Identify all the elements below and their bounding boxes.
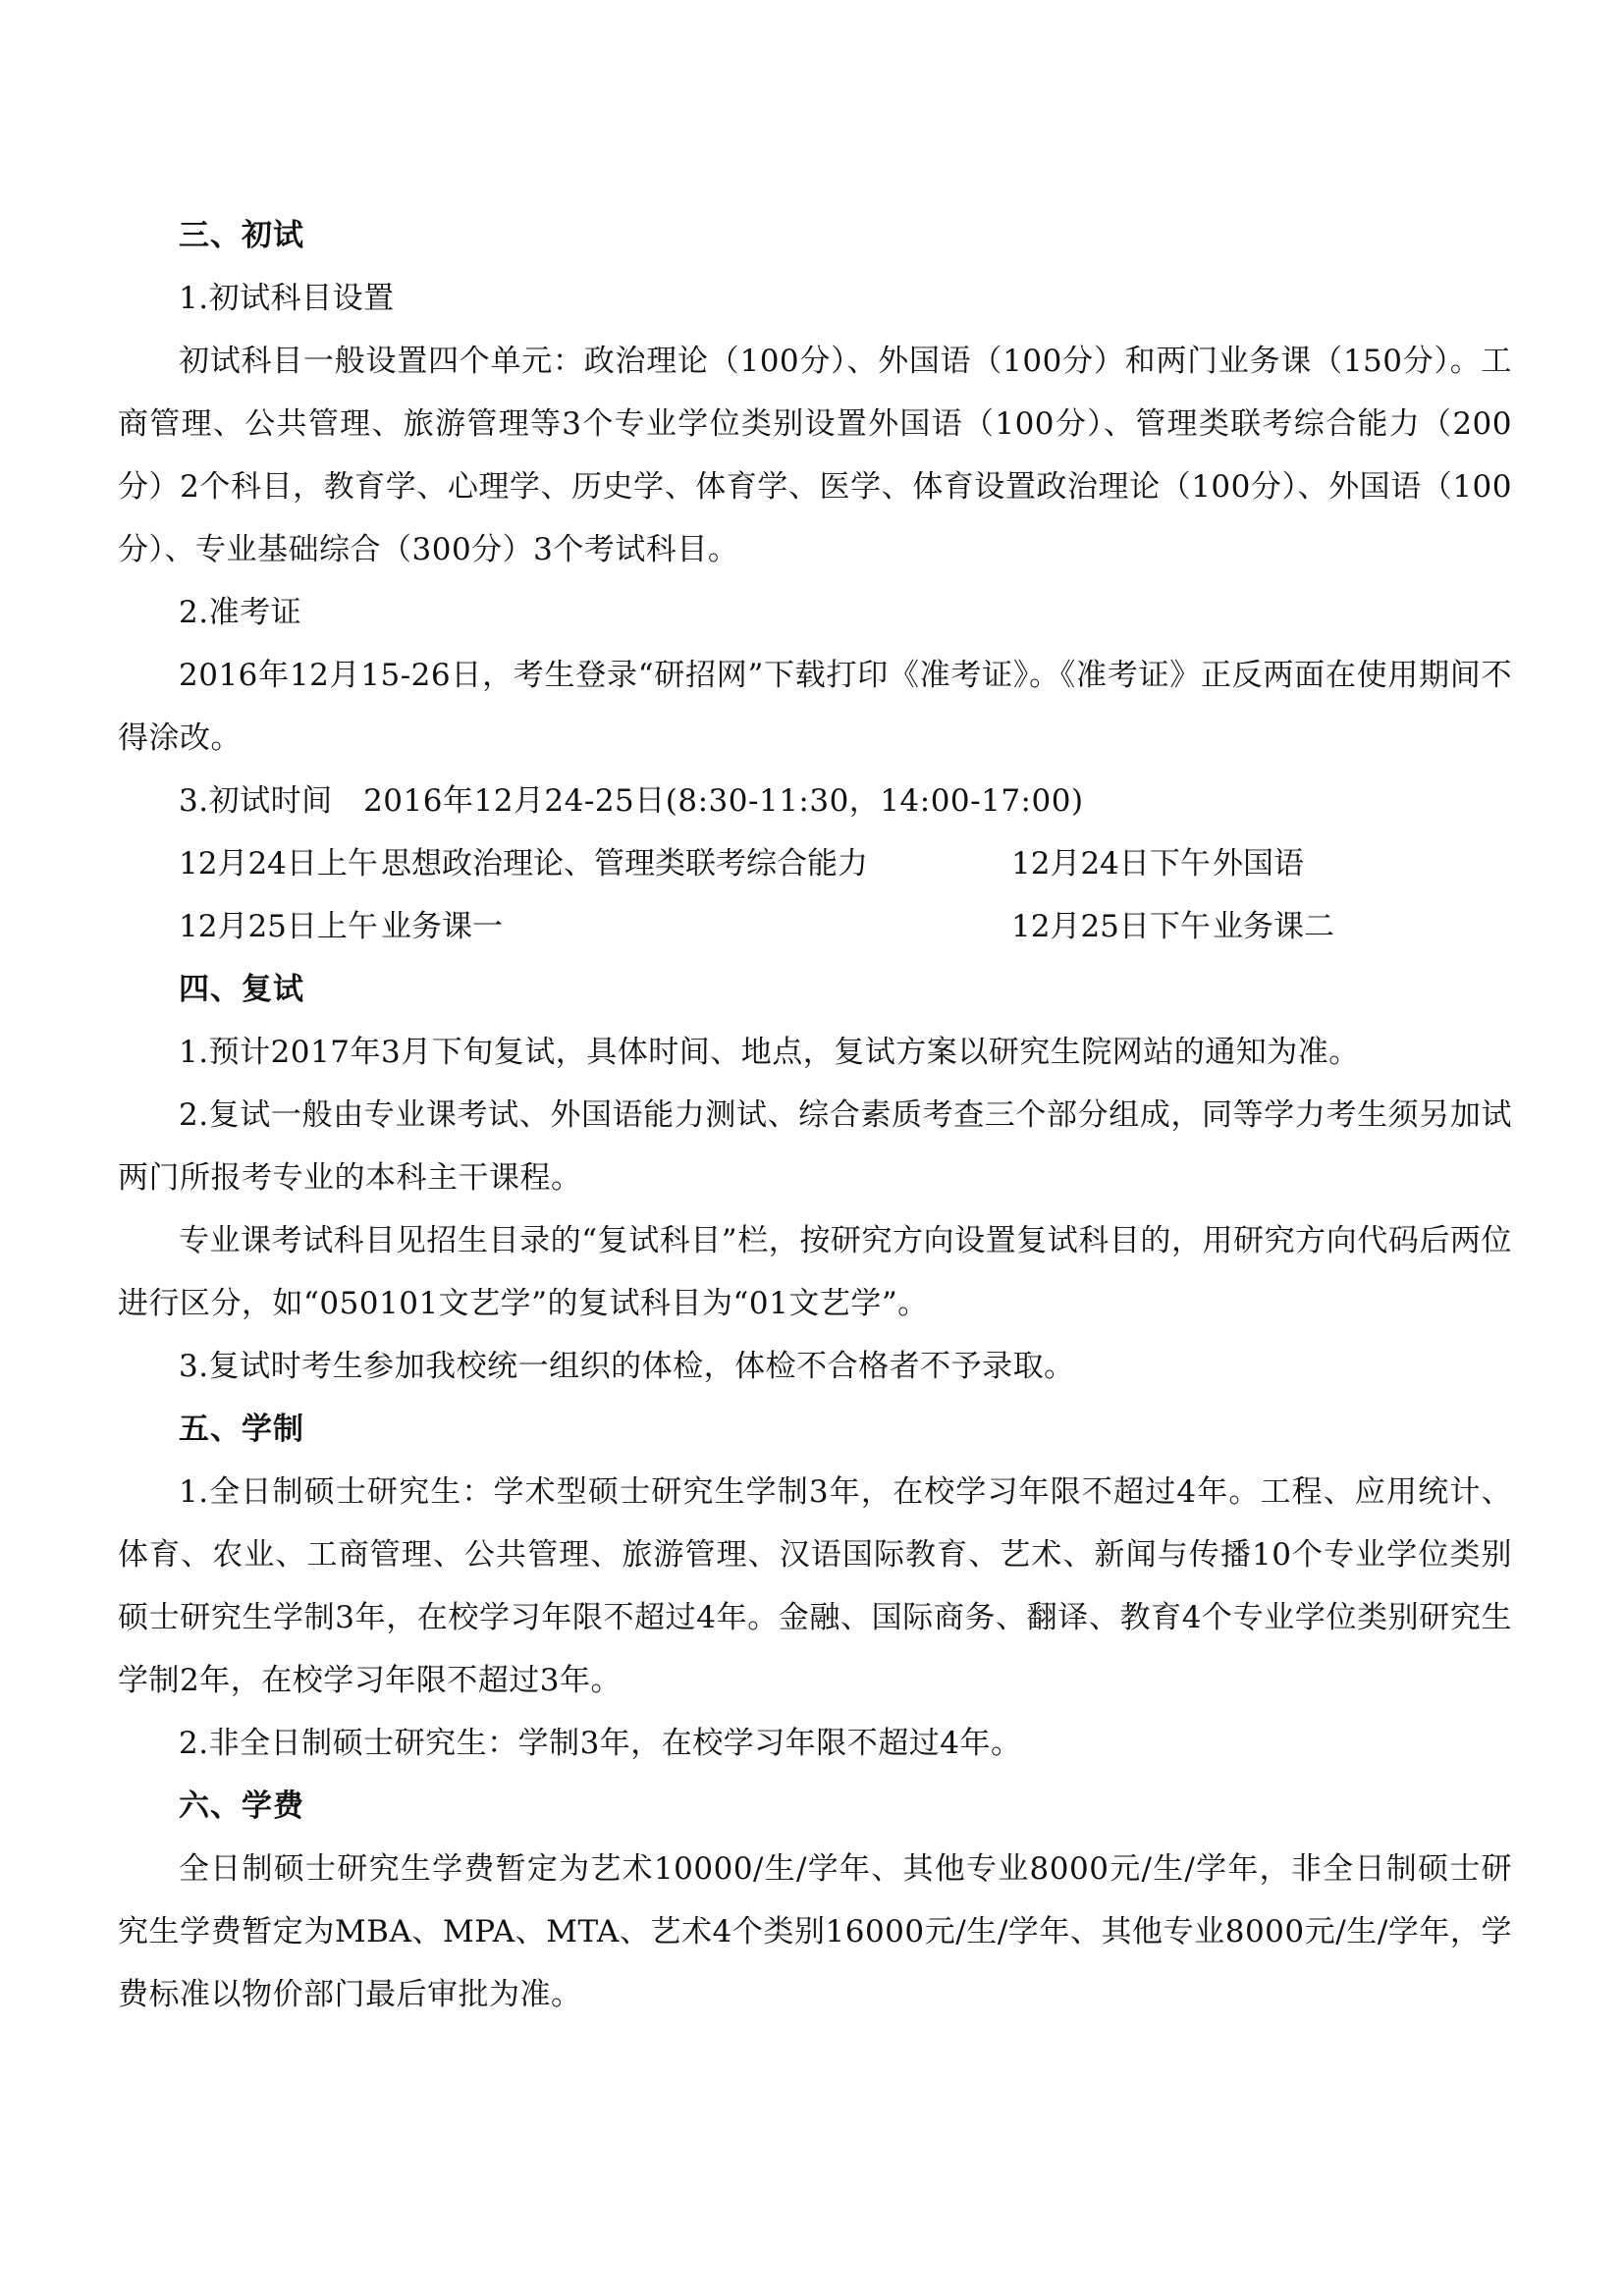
section-heading-study-length: 五、学制 bbox=[179, 1412, 304, 1447]
subheading-exam-time: 3.初试时间 2016年12月24-25日(8:30-11:30，14:00-17:00) bbox=[179, 783, 1084, 819]
schedule-row bbox=[118, 832, 1512, 895]
schedule-row bbox=[118, 895, 1512, 958]
paragraph-fulltime-study-length: 1.全日制硕士研究生：学术型硕士研究生学制3年，在校学习年限不超过4年。工程、应用统计、体育、农业、工商管理、公共管理、旅游管理、汉语国际教育、艺术、新闻与传播10个专业学位类别硕士研究生学制3年，在校学习年限不超过4年。金融、国际商务、翻译、教育4个专业学位类别研究生学制2年，在校学习年限不超过3年。 bbox=[118, 1474, 1512, 1698]
schedule-date: 12月24日上午 bbox=[179, 846, 378, 881]
paragraph-admission-ticket: 2016年12月15-26日，考生登录“研招网”下载打印《准考证》。《准考证》正反两面在使用期间不得涂改。 bbox=[118, 658, 1512, 756]
subheading-admission-ticket: 2.准考证 bbox=[179, 595, 302, 630]
paragraph-retest-subjects: 专业课考试科目见招生目录的“复试科目”栏，按研究方向设置复试科目的，用研究方向代码后两位进行区分，如“050101文艺学”的复试科目为“01文艺学”。 bbox=[118, 1223, 1512, 1321]
paragraph-retest-composition: 2.复试一般由专业课考试、外国语能力测试、综合素质考查三个部分组成，同等学力考生须另加试两门所报考专业的本科主干课程。 bbox=[118, 1097, 1512, 1196]
subheading-exam-subjects: 1.初试科目设置 bbox=[179, 281, 395, 316]
schedule-date: 12月25日上午 bbox=[179, 909, 378, 944]
schedule-date: 12月24日下午 bbox=[1011, 846, 1211, 881]
paragraph-parttime-study-length: 2.非全日制硕士研究生：学制3年，在校学习年限不超过4年。 bbox=[179, 1726, 1022, 1761]
paragraph-retest-schedule: 1.预计2017年3月下旬复试，具体时间、地点，复试方案以研究生院网站的通知为准。 bbox=[179, 1035, 1360, 1070]
section-heading-retest: 四、复试 bbox=[179, 972, 304, 1007]
paragraph-retest-physical: 3.复试时考生参加我校统一组织的体检，体检不合格者不予录取。 bbox=[179, 1349, 1075, 1384]
document-body bbox=[118, 204, 1512, 2026]
section-heading-tuition: 六、学费 bbox=[179, 1789, 304, 1824]
paragraph-exam-subjects: 初试科目一般设置四个单元：政治理论（100分）、外国语（100分）和两门业务课（150分）。工商管理、公共管理、旅游管理等3个专业学位类别设置外国语（100分）、管理类联考综合能力（200分）2个科目，教育学、心理学、历史学、体育学、医学、体育设置政治理论（100分）、外国语（100分）、专业基础综合（300分）3个考试科目。 bbox=[118, 344, 1512, 567]
paragraph-tuition: 全日制硕士研究生学费暂定为艺术10000/生/学年、其他专业8000元/生/学年，非全日制硕士研究生学费暂定为MBA、MPA、MTA、艺术4个类别16000元/生/学年、其他专业8000元/生/学年，学费标准以物价部门最后审批为准。 bbox=[118, 1851, 1512, 2012]
schedule-subject: 业务课一 bbox=[381, 909, 503, 944]
section-heading-preliminary-exam: 三、初试 bbox=[179, 218, 304, 253]
schedule-subject: 思想政治理论、管理类联考综合能力 bbox=[381, 846, 868, 881]
schedule-subject: 业务课二 bbox=[1213, 909, 1334, 944]
schedule-date: 12月25日下午 bbox=[1011, 909, 1211, 944]
schedule-subject: 外国语 bbox=[1213, 846, 1304, 881]
